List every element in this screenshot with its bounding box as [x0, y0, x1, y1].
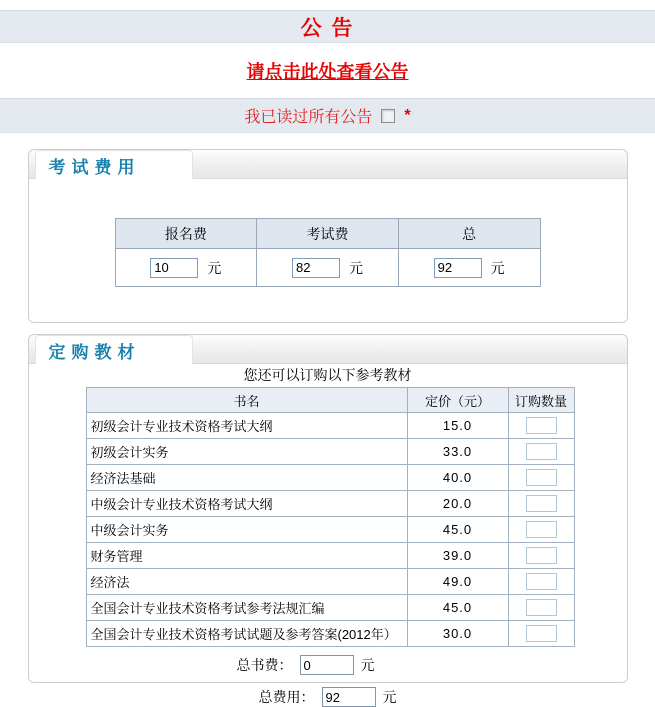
fee-input[interactable]	[150, 258, 198, 278]
book-name: 初级会计专业技术资格考试大纲	[86, 413, 407, 439]
total-book-fee-row	[7, 655, 605, 675]
book-qty-input[interactable]	[526, 469, 557, 486]
book-price: 30.0	[407, 621, 508, 647]
book-row	[86, 439, 574, 465]
book-row	[86, 413, 574, 439]
book-qty-cell	[508, 543, 574, 569]
books-note: 您还可以订购以下参考教材	[243, 367, 412, 383]
book-name: 初级会计实务	[86, 439, 407, 465]
book-qty-cell	[508, 595, 574, 621]
confirm-bar	[0, 98, 655, 133]
books-column-header: 订购数量	[508, 388, 574, 413]
book-qty-input[interactable]	[526, 547, 557, 564]
book-qty-input[interactable]	[526, 599, 557, 616]
book-row	[86, 621, 574, 647]
confirm-group	[244, 104, 410, 127]
fee-unit: 元	[207, 259, 222, 276]
total-fee-unit: 元	[382, 689, 397, 705]
announcement-title: 公 告	[300, 16, 355, 40]
book-name: 经济法基础	[86, 465, 407, 491]
read-announcements-checkbox[interactable]	[381, 109, 395, 123]
book-qty-cell	[508, 491, 574, 517]
book-price: 20.0	[407, 491, 508, 517]
exam-fee-panel-header	[29, 150, 627, 179]
book-name: 中级会计实务	[86, 517, 407, 543]
fee-input[interactable]	[292, 258, 340, 278]
fee-unit: 元	[348, 259, 363, 276]
book-qty-cell	[508, 465, 574, 491]
book-qty-input[interactable]	[526, 573, 557, 590]
book-qty-cell	[508, 439, 574, 465]
fee-table-head-row	[115, 219, 540, 249]
book-row	[86, 517, 574, 543]
total-fee-label: 总费用：	[258, 689, 315, 705]
fee-column-header: 考试费	[257, 219, 399, 249]
books-column-header: 定价（元）	[407, 388, 508, 413]
books-panel	[28, 334, 628, 705]
exam-fee-panel-tab	[35, 150, 193, 179]
exam-fee-table	[115, 218, 541, 287]
book-qty-input[interactable]	[526, 625, 557, 642]
books-panel-body	[29, 366, 627, 707]
books-column-header: 书名	[86, 388, 407, 413]
book-price: 45.0	[407, 517, 508, 543]
book-name: 全国会计专业技术资格考试参考法规汇编	[86, 595, 407, 621]
book-qty-input[interactable]	[526, 521, 557, 538]
view-announcement-link[interactable]: 请点击此处查看公告	[246, 61, 409, 82]
book-row	[86, 465, 574, 491]
book-price: 39.0	[407, 543, 508, 569]
total-fee-row	[29, 687, 627, 707]
book-qty-input[interactable]	[526, 443, 557, 460]
fee-input[interactable]	[434, 258, 482, 278]
fee-column-header: 报名费	[115, 219, 257, 249]
total-book-fee-unit: 元	[360, 657, 375, 673]
books-table	[86, 387, 575, 647]
fee-column-header: 总	[398, 219, 540, 249]
fee-value-cell	[257, 249, 399, 287]
book-qty-cell	[508, 413, 574, 439]
book-qty-cell	[508, 517, 574, 543]
book-name: 财务管理	[86, 543, 407, 569]
book-price: 45.0	[407, 595, 508, 621]
book-name: 中级会计专业技术资格考试大纲	[86, 491, 407, 517]
books-panel-tab	[35, 335, 193, 364]
announcement-link-section	[0, 43, 655, 98]
book-price: 33.0	[407, 439, 508, 465]
top-spacer	[0, 0, 655, 10]
book-price: 15.0	[407, 413, 508, 439]
book-name: 经济法	[86, 569, 407, 595]
fee-value-cell	[398, 249, 540, 287]
book-row	[86, 595, 574, 621]
book-price: 49.0	[407, 569, 508, 595]
books-table-head-row	[86, 388, 574, 413]
exam-fee-panel	[28, 149, 628, 323]
books-section-title: 定购教材	[48, 342, 141, 362]
fee-table-value-row	[115, 249, 540, 287]
total-book-fee-input[interactable]	[300, 655, 354, 675]
fee-unit: 元	[490, 259, 505, 276]
total-book-fee-label: 总书费：	[236, 657, 293, 673]
fee-value-cell	[115, 249, 257, 287]
exam-fee-panel-body	[29, 218, 627, 287]
book-qty-input[interactable]	[526, 495, 557, 512]
book-qty-cell	[508, 569, 574, 595]
book-qty-cell	[508, 621, 574, 647]
book-row	[86, 569, 574, 595]
books-panel-header	[29, 335, 627, 364]
exam-fee-section-title: 考试费用	[48, 157, 141, 177]
required-marker: *	[404, 106, 411, 124]
book-name: 全国会计专业技术资格考试试题及参考答案(2012年）	[86, 621, 407, 647]
book-row	[86, 491, 574, 517]
book-row	[86, 543, 574, 569]
book-qty-input[interactable]	[526, 417, 557, 434]
book-price: 40.0	[407, 465, 508, 491]
total-fee-input[interactable]	[322, 687, 376, 707]
confirm-label: 我已读过所有公告	[244, 109, 373, 126]
announcement-title-bar	[0, 10, 655, 43]
